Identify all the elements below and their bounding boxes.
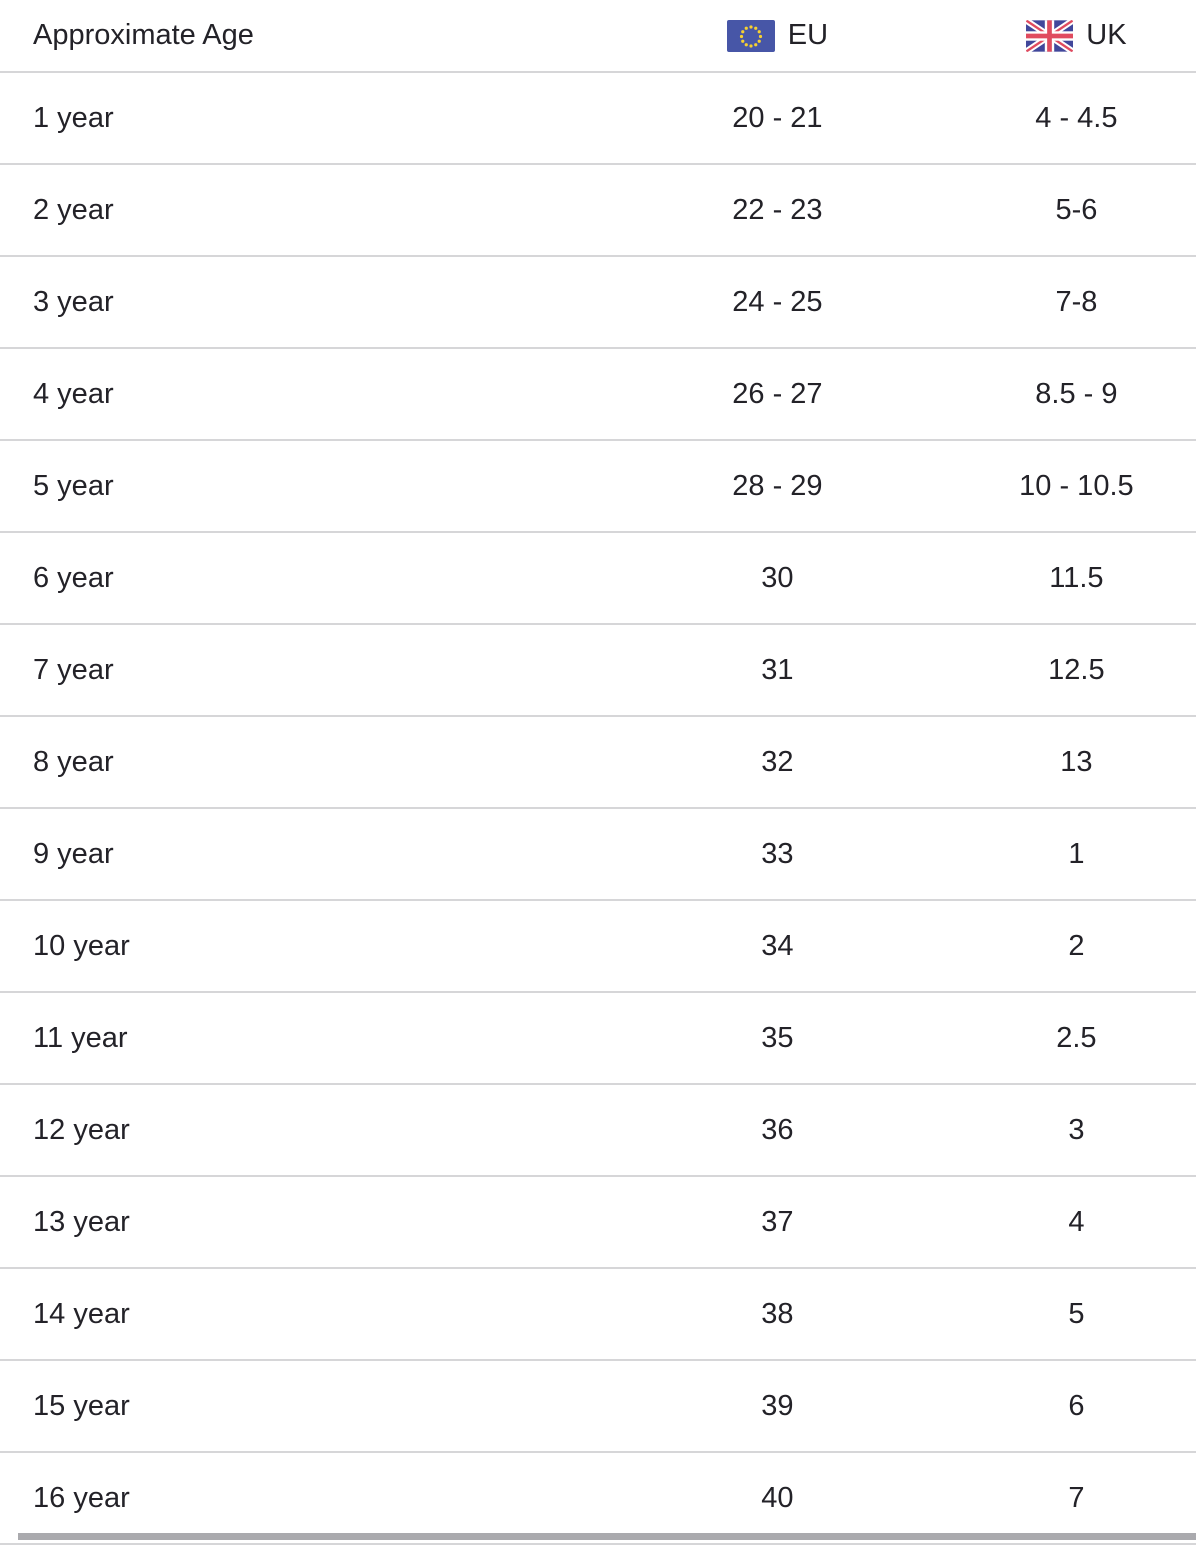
table-row [0, 1268, 1196, 1360]
table-row [0, 900, 1196, 992]
uk-size-cell: 1 [1068, 837, 1085, 870]
eu-size-cell: 37 [761, 1205, 794, 1238]
table-row [0, 256, 1196, 348]
uk-size-cell: 8.5 - 9 [1035, 377, 1118, 410]
uk-size-cell: 2.5 [1056, 1021, 1097, 1054]
header-age [0, 0, 598, 72]
table-row [0, 164, 1196, 256]
eu-size-cell: 33 [761, 837, 794, 870]
eu-size-cell: 26 - 27 [732, 377, 823, 410]
uk-size-cell: 7 [1068, 1481, 1085, 1514]
horizontal-scrollbar[interactable] [18, 1533, 1196, 1540]
header-age-label: Approximate Age [33, 19, 254, 51]
eu-flag-icon [727, 20, 775, 52]
table-row [0, 808, 1196, 900]
uk-size-cell: 4 - 4.5 [1035, 101, 1118, 134]
eu-size-cell: 28 - 29 [732, 469, 823, 502]
age-cell: 16 year [33, 1481, 130, 1514]
table-row [0, 72, 1196, 164]
eu-size-cell: 22 - 23 [732, 193, 823, 226]
header-uk-label: UK [1086, 19, 1127, 52]
age-cell: 4 year [33, 377, 114, 410]
table-row [0, 624, 1196, 716]
eu-size-cell: 31 [761, 653, 794, 686]
uk-size-cell: 5 [1068, 1297, 1085, 1330]
eu-size-cell: 36 [761, 1113, 794, 1146]
uk-size-cell: 11.5 [1049, 561, 1104, 594]
uk-flag-icon [1026, 20, 1073, 52]
age-cell: 10 year [33, 929, 130, 962]
table-row [0, 440, 1196, 532]
table-header [0, 0, 1196, 72]
table-body [0, 72, 1196, 1544]
header-row [0, 0, 1196, 72]
table-row [0, 1176, 1196, 1268]
uk-size-cell: 12.5 [1048, 653, 1105, 686]
header-uk [957, 0, 1196, 72]
uk-size-cell: 10 - 10.5 [1019, 469, 1134, 502]
uk-size-cell: 4 [1068, 1205, 1085, 1238]
uk-size-cell: 3 [1068, 1113, 1085, 1146]
eu-size-cell: 20 - 21 [732, 101, 823, 134]
age-cell: 8 year [33, 745, 114, 778]
age-cell: 2 year [33, 193, 114, 226]
uk-size-cell: 2 [1068, 929, 1085, 962]
eu-size-cell: 30 [761, 561, 794, 594]
uk-size-cell: 6 [1068, 1389, 1085, 1422]
table-row [0, 348, 1196, 440]
eu-size-cell: 39 [761, 1389, 794, 1422]
table-row [0, 1360, 1196, 1452]
eu-size-cell: 32 [761, 745, 794, 778]
age-cell: 13 year [33, 1205, 130, 1238]
age-cell: 11 year [33, 1021, 128, 1054]
age-cell: 7 year [33, 653, 114, 686]
age-cell: 14 year [33, 1297, 130, 1330]
age-cell: 1 year [33, 101, 114, 134]
header-eu [598, 0, 957, 72]
age-cell: 9 year [33, 837, 114, 870]
eu-size-cell: 40 [761, 1481, 794, 1514]
table-row [0, 532, 1196, 624]
age-cell: 15 year [33, 1389, 130, 1422]
uk-size-cell: 5-6 [1055, 193, 1098, 226]
table-row [0, 1084, 1196, 1176]
table-row [0, 992, 1196, 1084]
age-cell: 6 year [33, 561, 114, 594]
age-cell: 3 year [33, 285, 114, 318]
eu-size-cell: 35 [761, 1021, 794, 1054]
table-row [0, 1452, 1196, 1544]
eu-size-cell: 24 - 25 [732, 285, 823, 318]
uk-size-cell: 7-8 [1055, 285, 1098, 318]
age-cell: 5 year [33, 469, 114, 502]
table-row [0, 716, 1196, 808]
uk-size-cell: 13 [1060, 745, 1093, 778]
eu-size-cell: 34 [761, 929, 794, 962]
eu-size-cell: 38 [761, 1297, 794, 1330]
header-eu-label: EU [787, 19, 829, 52]
age-cell: 12 year [33, 1113, 130, 1146]
